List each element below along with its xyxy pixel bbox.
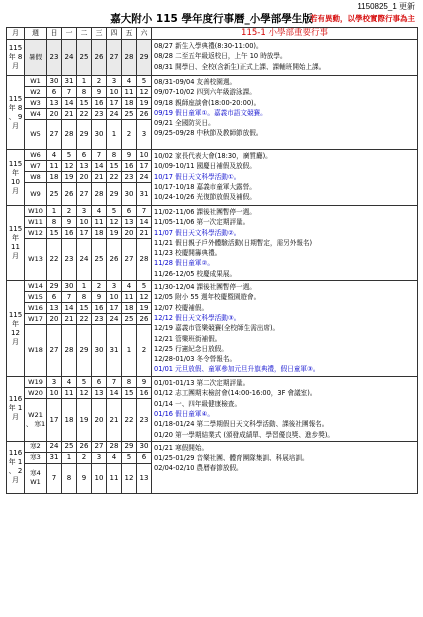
week-row [7,377,418,388]
week-label: 寒4 W1 [25,463,47,493]
day-cell: 8 [77,87,92,98]
day-cell: 5 [122,452,137,463]
day-cell: 25 [77,40,92,76]
day-cell: 9 [77,463,92,493]
day-cell: 2 [137,325,152,377]
week-label: W4 [25,109,47,120]
day-cell: 11 [107,463,122,493]
event-item: 01/21 寒假開始。 [154,443,209,452]
day-cell: 16 [92,303,107,314]
day-cell: 30 [122,183,137,206]
event-item: 01/20 第一學期結業式 (頒發成績單、學習優良獎、進步獎)。 [154,430,334,439]
event-item: 12/12 假日天文科學活動③。 [154,313,241,322]
month-label: 115 年 10 月 [7,150,25,206]
day-cell: 27 [92,441,107,452]
event-item: 12/19 嘉義市管樂競賽(全校師生需出席)。 [154,324,280,333]
event-item: 02/04-02/10 農曆春節放假。 [154,464,243,473]
day-cell: 31 [137,183,152,206]
day-cell: 17 [107,303,122,314]
day-cell: 3 [77,206,92,217]
day-cell: 18 [122,98,137,109]
day-cell: 30 [92,120,107,150]
event-item: 11/02-11/06 課後社團暫停一週。 [154,208,256,216]
day-cell: 12 [62,161,77,172]
header-month: 月 [7,28,25,40]
day-cell: 23 [47,40,62,76]
day-cell: 5 [62,150,77,161]
day-cell: 24 [77,239,92,281]
day-cell: 13 [77,161,92,172]
day-cell: 14 [62,303,77,314]
day-cell: 5 [107,206,122,217]
day-cell: 29 [107,183,122,206]
day-cell: 24 [107,314,122,325]
day-cell: 1 [122,325,137,377]
day-cell: 28 [62,120,77,150]
day-cell: 30 [92,325,107,377]
day-cell: 19 [137,303,152,314]
week-label: W10 [25,206,47,217]
day-cell: 7 [92,150,107,161]
day-cell: 5 [137,281,152,292]
day-cell: 17 [47,399,62,442]
event-item: 11/30-12/04 課後社團暫停一週。 [154,283,256,292]
week-row [7,281,418,292]
month-label: 115 年 8 、 9 月 [7,76,25,150]
event-item: 11/21 假日親子戶外體驗活動(日期暫定，需另外報名) [154,238,313,247]
week-label: 寒3 [25,452,47,463]
day-cell: 15 [77,98,92,109]
day-cell: 11 [122,292,137,303]
day-cell: 10 [107,87,122,98]
day-cell: 27 [77,183,92,206]
day-cell: 17 [77,228,92,239]
day-cell: 27 [122,239,137,281]
day-cell: 29 [77,120,92,150]
event-item: 01/14 一、四年級健康檢查。 [154,399,242,408]
day-cell: 12 [137,87,152,98]
header-thu: 四 [107,28,122,40]
day-cell: 12 [137,292,152,303]
day-cell: 31 [107,325,122,377]
day-cell: 12 [107,217,122,228]
header-mon: 一 [62,28,77,40]
day-cell: 21 [107,399,122,442]
day-cell: 19 [137,98,152,109]
day-cell: 15 [122,388,137,399]
day-cell: 27 [47,325,62,377]
week-label: W13 [25,239,47,281]
day-cell: 20 [77,172,92,183]
day-cell: 4 [107,452,122,463]
event-item: 09/19 假日童軍①。嘉義市語文競賽。 [154,108,267,117]
day-cell: 28 [122,40,137,76]
week-label: W12 [25,228,47,239]
day-cell: 1 [77,76,92,87]
day-cell: 29 [77,325,92,377]
day-cell: 3 [107,281,122,292]
day-cell: 3 [107,76,122,87]
event-item: 01/01-01/13 第二次定期評量。 [154,379,250,388]
day-cell: 25 [122,314,137,325]
event-item: 12/21 管樂班街補假。 [154,334,222,343]
day-cell: 9 [137,377,152,388]
day-cell: 23 [62,239,77,281]
month-label: 115 年 8 月 [7,40,25,76]
event-item: 09/25-09/28 中秋節及教師節放假。 [154,129,263,138]
event-item: 01/18-01/24 第二學期假日天文科學活動、課後社團報名。 [154,420,329,429]
day-cell: 10 [77,217,92,228]
event-item: 11/28 假日童軍②。 [154,259,214,268]
day-cell: 21 [62,314,77,325]
week-label: W14 [25,281,47,292]
week-label: 暑假 [25,40,47,76]
day-cell: 26 [137,314,152,325]
day-cell: 25 [122,109,137,120]
day-cell: 1 [47,206,62,217]
day-cell: 16 [137,388,152,399]
day-cell: 25 [92,239,107,281]
week-label: W5 [25,120,47,150]
day-cell: 4 [62,377,77,388]
day-cell: 14 [107,388,122,399]
day-cell: 16 [122,161,137,172]
day-cell: 11 [47,161,62,172]
day-cell: 23 [137,399,152,442]
header-events: 115-1 小學部重要行事 [152,28,418,40]
week-label: W6 [25,150,47,161]
header-wed: 三 [92,28,107,40]
event-item: 10/24-10/26 光復節放假及補假。 [154,193,256,202]
day-cell: 19 [77,399,92,442]
event-item: 09/07-10/02 四到六年級游泳課。 [154,88,256,97]
day-cell: 18 [62,399,77,442]
week-label: W1 [25,76,47,87]
day-cell: 3 [137,120,152,150]
event-item: 11/07 假日天文科學活動②。 [154,228,241,237]
day-cell: 4 [122,281,137,292]
event-item: 08/31-09/04 友善校園週。 [154,78,237,86]
day-cell: 6 [47,87,62,98]
day-cell: 22 [47,239,62,281]
event-item: 12/07 校慶補假。 [154,303,209,312]
events-cell [152,76,418,150]
day-cell: 10 [107,292,122,303]
week-label: W3 [25,98,47,109]
header-week: 週 [25,28,47,40]
day-cell: 25 [62,441,77,452]
day-cell: 21 [137,228,152,239]
week-label: W18 [25,325,47,377]
week-label: W9 [25,183,47,206]
day-cell: 6 [122,206,137,217]
day-cell: 15 [107,161,122,172]
day-cell: 2 [122,120,137,150]
day-cell: 2 [77,452,92,463]
day-cell: 2 [92,76,107,87]
day-cell: 30 [62,281,77,292]
event-item: 01/16 假日童軍④。 [154,409,214,418]
header-row [7,28,418,40]
week-label: W17 [25,314,47,325]
day-cell: 17 [137,161,152,172]
day-cell: 6 [47,292,62,303]
day-cell: 7 [47,463,62,493]
day-cell: 9 [62,217,77,228]
day-cell: 8 [122,377,137,388]
day-cell: 13 [92,388,107,399]
event-item: 11/23 校慶開籌典禮。 [154,249,222,258]
events-cell [152,377,418,442]
day-cell: 15 [77,303,92,314]
day-cell: 28 [92,183,107,206]
event-item: 09/18 親師座談會(18:00-20:00)。 [154,98,261,107]
day-cell: 23 [122,172,137,183]
day-cell: 14 [92,161,107,172]
calendar-body [7,40,418,494]
day-cell: 3 [47,377,62,388]
day-cell: 31 [47,452,62,463]
day-cell: 1 [107,120,122,150]
day-cell: 26 [137,109,152,120]
week-row [7,206,418,217]
event-item: 08/31 開學日、全校(含新生)正式上課、課輔班開始上課。 [154,62,326,71]
day-cell: 24 [47,441,62,452]
day-cell: 18 [122,303,137,314]
change-note: 若有異動，以學校實際行事為主 [310,14,415,23]
day-cell: 2 [92,281,107,292]
week-row [7,76,418,87]
day-cell: 12 [77,388,92,399]
day-cell: 6 [137,452,152,463]
day-cell: 14 [62,98,77,109]
day-cell: 26 [77,441,92,452]
events-cell [152,441,418,493]
events-cell [152,150,418,206]
month-label: 116 年 1 、 2 月 [7,441,25,493]
day-cell: 16 [62,228,77,239]
day-cell: 8 [62,463,77,493]
day-cell: 24 [107,109,122,120]
day-cell: 13 [122,217,137,228]
day-cell: 9 [92,292,107,303]
week-label: W7 [25,161,47,172]
week-label: 寒2 [25,441,47,452]
day-cell: 8 [47,217,62,228]
day-cell: 29 [137,40,152,76]
day-cell: 21 [92,172,107,183]
page-title: 嘉大附小 115 學年度行事曆_小學部學生版 [110,13,313,25]
day-cell: 6 [92,377,107,388]
day-cell: 4 [92,206,107,217]
day-cell: 7 [107,377,122,388]
day-cell: 22 [122,399,137,442]
day-cell: 4 [122,76,137,87]
week-row [7,150,418,161]
day-cell: 14 [137,217,152,228]
day-cell: 29 [47,281,62,292]
event-item: 11/05-11/06 第一次定期評量。 [154,218,250,227]
day-cell: 13 [47,98,62,109]
day-cell: 19 [107,228,122,239]
day-cell: 15 [47,228,62,239]
day-cell: 26 [62,183,77,206]
day-cell: 5 [77,377,92,388]
day-cell: 22 [77,314,92,325]
day-cell: 19 [62,172,77,183]
day-cell: 20 [47,314,62,325]
title-row [6,12,417,26]
day-cell: 23 [92,314,107,325]
day-cell: 1 [62,452,77,463]
events-cell [152,40,418,76]
day-cell: 26 [92,40,107,76]
day-cell: 30 [47,76,62,87]
event-item: 01/12 志工團期末檢討會(14:00-16:00，3F 會議室)。 [154,389,317,398]
week-label: W2 [25,87,47,98]
event-item: 10/02 家長代表大會(18:30，廣質廳)。 [154,152,272,160]
event-item: 11/26-12/05 校慶成果展。 [154,269,237,278]
header-sat: 六 [137,28,152,40]
day-cell: 26 [107,239,122,281]
event-item: 08/28 二至五年級返校日，上午 10 時放學。 [154,52,287,61]
week-label: W20 [25,388,47,399]
day-cell: 11 [62,388,77,399]
day-cell: 11 [92,217,107,228]
calendar-table [6,27,418,494]
day-cell: 31 [62,76,77,87]
event-item: 10/17 假日天文科學活動①。 [154,172,241,181]
week-row [7,441,418,452]
week-label: W19 [25,377,47,388]
day-cell: 7 [62,87,77,98]
header-sun: 日 [47,28,62,40]
day-cell: 24 [137,172,152,183]
day-cell: 3 [92,452,107,463]
day-cell: 27 [47,120,62,150]
week-label: W16 [25,303,47,314]
day-cell: 2 [62,206,77,217]
day-cell: 10 [92,463,107,493]
month-label: 115 年 11 月 [7,206,25,281]
day-cell: 8 [107,150,122,161]
day-cell: 18 [47,172,62,183]
header-tue: 二 [77,28,92,40]
week-label: W11 [25,217,47,228]
day-cell: 28 [107,441,122,452]
header-fri: 五 [122,28,137,40]
day-cell: 1 [77,281,92,292]
week-label: W21 、 寒1 [25,399,47,442]
day-cell: 28 [62,325,77,377]
events-cell [152,281,418,377]
day-cell: 24 [62,40,77,76]
day-cell: 13 [137,463,152,493]
event-item: 10/17-10/18 嘉義市童軍大露營。 [154,182,256,191]
day-cell: 4 [47,150,62,161]
day-cell: 30 [137,441,152,452]
event-item: 12/28-01/03 冬令營報名。 [154,355,237,364]
day-cell: 10 [47,388,62,399]
day-cell: 13 [47,303,62,314]
day-cell: 23 [92,109,107,120]
day-cell: 29 [122,441,137,452]
day-cell: 6 [77,150,92,161]
event-item: 12/25 行憲紀念日放假。 [154,344,228,353]
day-cell: 5 [137,76,152,87]
day-cell: 22 [107,172,122,183]
event-item: 01/25-01/29 音樂社團、體育團隊集訓、科展培訓。 [154,454,309,463]
day-cell: 27 [107,40,122,76]
event-item: 10/09-10/11 國慶日補假及放假。 [154,162,256,171]
day-cell: 18 [92,228,107,239]
day-cell: 12 [122,463,137,493]
day-cell: 9 [92,87,107,98]
day-cell: 10 [137,150,152,161]
week-label: W15 [25,292,47,303]
day-cell: 25 [47,183,62,206]
events-cell [152,206,418,281]
event-item: 09/21 全國防災日。 [154,119,215,128]
update-stamp: 1150825_1 更新 [357,2,415,11]
event-item: 08/27 新生入學典禮(8:30-11:00)。 [154,42,263,50]
day-cell: 7 [137,206,152,217]
day-cell: 20 [92,399,107,442]
week-row [7,40,418,76]
day-cell: 20 [122,228,137,239]
month-label: 115 年 12 月 [7,281,25,377]
event-item: 12/05 附小 55 週年校慶暨園遊會。 [154,293,261,302]
day-cell: 11 [122,87,137,98]
event-item: 01/01 元旦放假、童軍參加元旦升旗典禮，假日童軍③。 [154,365,320,374]
day-cell: 22 [77,109,92,120]
day-cell: 7 [62,292,77,303]
day-cell: 20 [47,109,62,120]
day-cell: 8 [77,292,92,303]
day-cell: 9 [122,150,137,161]
day-cell: 21 [62,109,77,120]
week-label: W8 [25,172,47,183]
month-label: 116 年 1 月 [7,377,25,442]
day-cell: 28 [137,239,152,281]
day-cell: 17 [107,98,122,109]
day-cell: 16 [92,98,107,109]
